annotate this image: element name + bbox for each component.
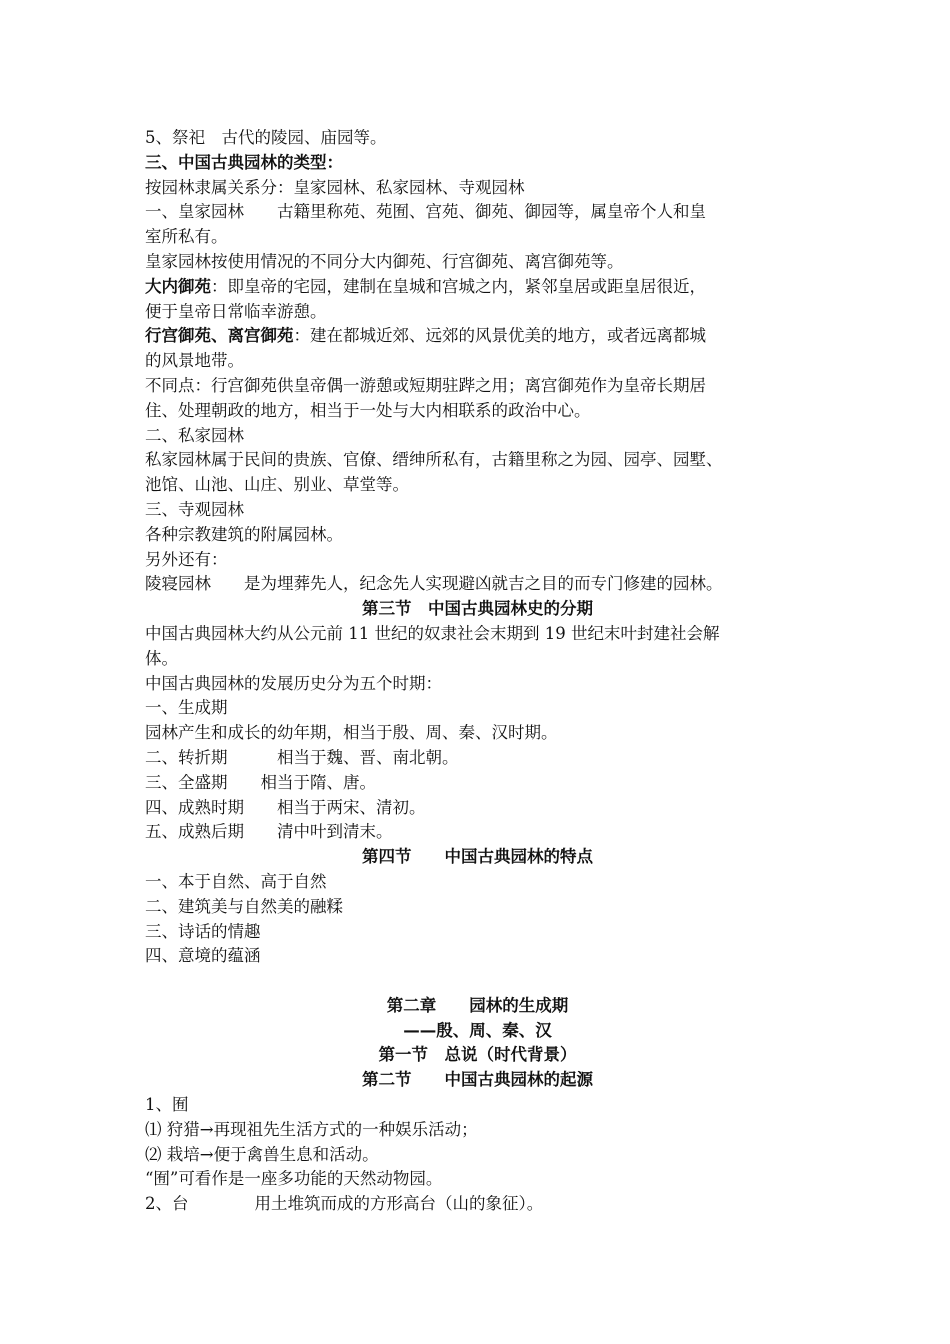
text-line	[145, 895, 810, 920]
bold-term: 第二章 园林的生成期	[386, 995, 569, 1015]
line-text: 三、诗话的情趣	[145, 921, 261, 941]
line-text: 中国古典园林的发展历史分为五个时期：	[145, 673, 442, 693]
section-heading	[145, 597, 810, 622]
text-line	[145, 622, 810, 647]
line-text: 各种宗教建筑的附属园林。	[145, 524, 343, 544]
bold-term: 第二节 中国古典园林的起源	[362, 1070, 593, 1090]
text-line	[145, 548, 810, 573]
text-line	[145, 200, 810, 225]
text-line	[145, 176, 810, 201]
text-line	[145, 151, 810, 176]
bold-term: 行宫御苑、离宫御苑	[145, 326, 294, 346]
line-text: 5、祭祀 古代的陵园、庙园等。	[145, 128, 387, 147]
line-text: 陵寝园林 是为埋葬先人，纪念先人实现避凶就吉之目的而专门修建的园林。	[145, 574, 723, 594]
text-line	[145, 1192, 810, 1217]
text-line	[145, 300, 810, 325]
line-text: 另外还有：	[145, 549, 228, 569]
line-text: 四、成熟时期 相当于两宋、清初。	[145, 797, 426, 817]
section-heading	[145, 1019, 810, 1044]
line-text: ⑵ 栽培→便于禽兽生息和活动。	[145, 1144, 379, 1164]
bold-term: ——殷、周、秦、汉	[403, 1020, 552, 1040]
section-heading	[145, 1068, 810, 1093]
text-line	[145, 523, 810, 548]
text-line	[145, 647, 810, 672]
text-line	[145, 1093, 810, 1118]
bold-term: 大内御苑	[145, 276, 211, 296]
line-text: 私家园林属于民间的贵族、官僚、缙绅所私有，古籍里称之为园、园亭、园墅、	[145, 450, 723, 470]
line-text: ⑴ 狩猎→再现祖先生活方式的一种娱乐活动；	[145, 1119, 478, 1139]
line-text: 一、皇家园林 古籍里称苑、苑囿、宫苑、御苑、御园等，属皇帝个人和皇	[145, 202, 706, 222]
text-line	[145, 721, 810, 746]
line-text: 四、意境的蕴涵	[145, 946, 261, 966]
line-text: 二、转折期 相当于魏、晋、南北朝。	[145, 747, 459, 767]
text-line	[145, 696, 810, 721]
line-text: 二、建筑美与自然美的融糅	[145, 896, 343, 916]
line-text: “囿”可看作是一座多功能的天然动物园。	[145, 1169, 443, 1189]
bold-term: 三、中国古典园林的类型：	[145, 152, 343, 172]
text-line	[145, 1167, 810, 1192]
text-line	[145, 374, 810, 399]
text-line	[145, 448, 810, 473]
line-text: 五、成熟后期 清中叶到清末。	[145, 822, 393, 842]
line-text: 园林产生和成长的幼年期，相当于殷、周、秦、汉时期。	[145, 723, 558, 743]
line-text: 按园林隶属关系分：皇家园林、私家园林、寺观园林	[145, 177, 525, 197]
line-text: 的风景地带。	[145, 351, 244, 371]
text-line	[145, 473, 810, 498]
line-text: 便于皇帝日常临幸游憩。	[145, 301, 327, 321]
line-text: 室所私有。	[145, 227, 228, 247]
text-line	[145, 820, 810, 845]
text-line	[145, 746, 810, 771]
text-line	[145, 275, 810, 300]
line-text: 中国古典园林大约从公元前 11 世纪的奴隶社会末期到 19 世纪末叶封建社会解	[145, 623, 720, 643]
text-line	[145, 1118, 810, 1143]
text-line	[145, 771, 810, 796]
line-text: 二、私家园林	[145, 425, 244, 445]
text-line	[145, 672, 810, 697]
text-line	[145, 870, 810, 895]
text-line	[145, 324, 810, 349]
line-text: ：建在都城近郊、远郊的风景优美的地方，或者远离都城	[293, 326, 706, 346]
line-text: 一、生成期	[145, 698, 228, 718]
document-body	[145, 126, 810, 1217]
section-heading	[145, 994, 810, 1019]
text-line	[145, 498, 810, 523]
text-line	[145, 250, 810, 275]
line-text: 不同点：行宫御苑供皇帝偶一游憩或短期驻跸之用；离宫御苑作为皇帝长期居	[145, 375, 706, 395]
bold-term: 第一节 总说（时代背景）	[378, 1045, 577, 1065]
line-text: 2、台 用土堆筑而成的方形高台（山的象征）。	[145, 1194, 544, 1214]
text-line	[145, 225, 810, 250]
line-text: 体。	[145, 648, 178, 668]
line-text: 1、囿	[145, 1095, 189, 1115]
line-text: 一、本于自然、高于自然	[145, 871, 327, 891]
text-line	[145, 920, 810, 945]
line-text: 住、处理朝政的地方，相当于一处与大内相联系的政治中心。	[145, 400, 591, 420]
line-text: ：即皇帝的宅园，建制在皇城和宫城之内，紧邻皇居或距皇居很近，	[211, 276, 706, 296]
bold-term: 第四节 中国古典园林的特点	[362, 847, 593, 867]
text-line	[145, 796, 810, 821]
section-heading	[145, 845, 810, 870]
text-line	[145, 944, 810, 969]
line-text: 三、全盛期 相当于隋、唐。	[145, 772, 376, 792]
text-line	[145, 126, 810, 151]
line-text: 池馆、山池、山庄、别业、草堂等。	[145, 475, 409, 495]
section-heading	[145, 1043, 810, 1068]
line-text: 皇家园林按使用情况的不同分大内御苑、行宫御苑、离宫御苑等。	[145, 251, 624, 271]
text-line	[145, 1143, 810, 1168]
blank-line	[145, 969, 810, 994]
text-line	[145, 349, 810, 374]
line-text: 三、寺观园林	[145, 499, 244, 519]
bold-term: 第三节 中国古典园林史的分期	[362, 599, 593, 619]
text-line	[145, 424, 810, 449]
text-line	[145, 572, 810, 597]
text-line	[145, 399, 810, 424]
